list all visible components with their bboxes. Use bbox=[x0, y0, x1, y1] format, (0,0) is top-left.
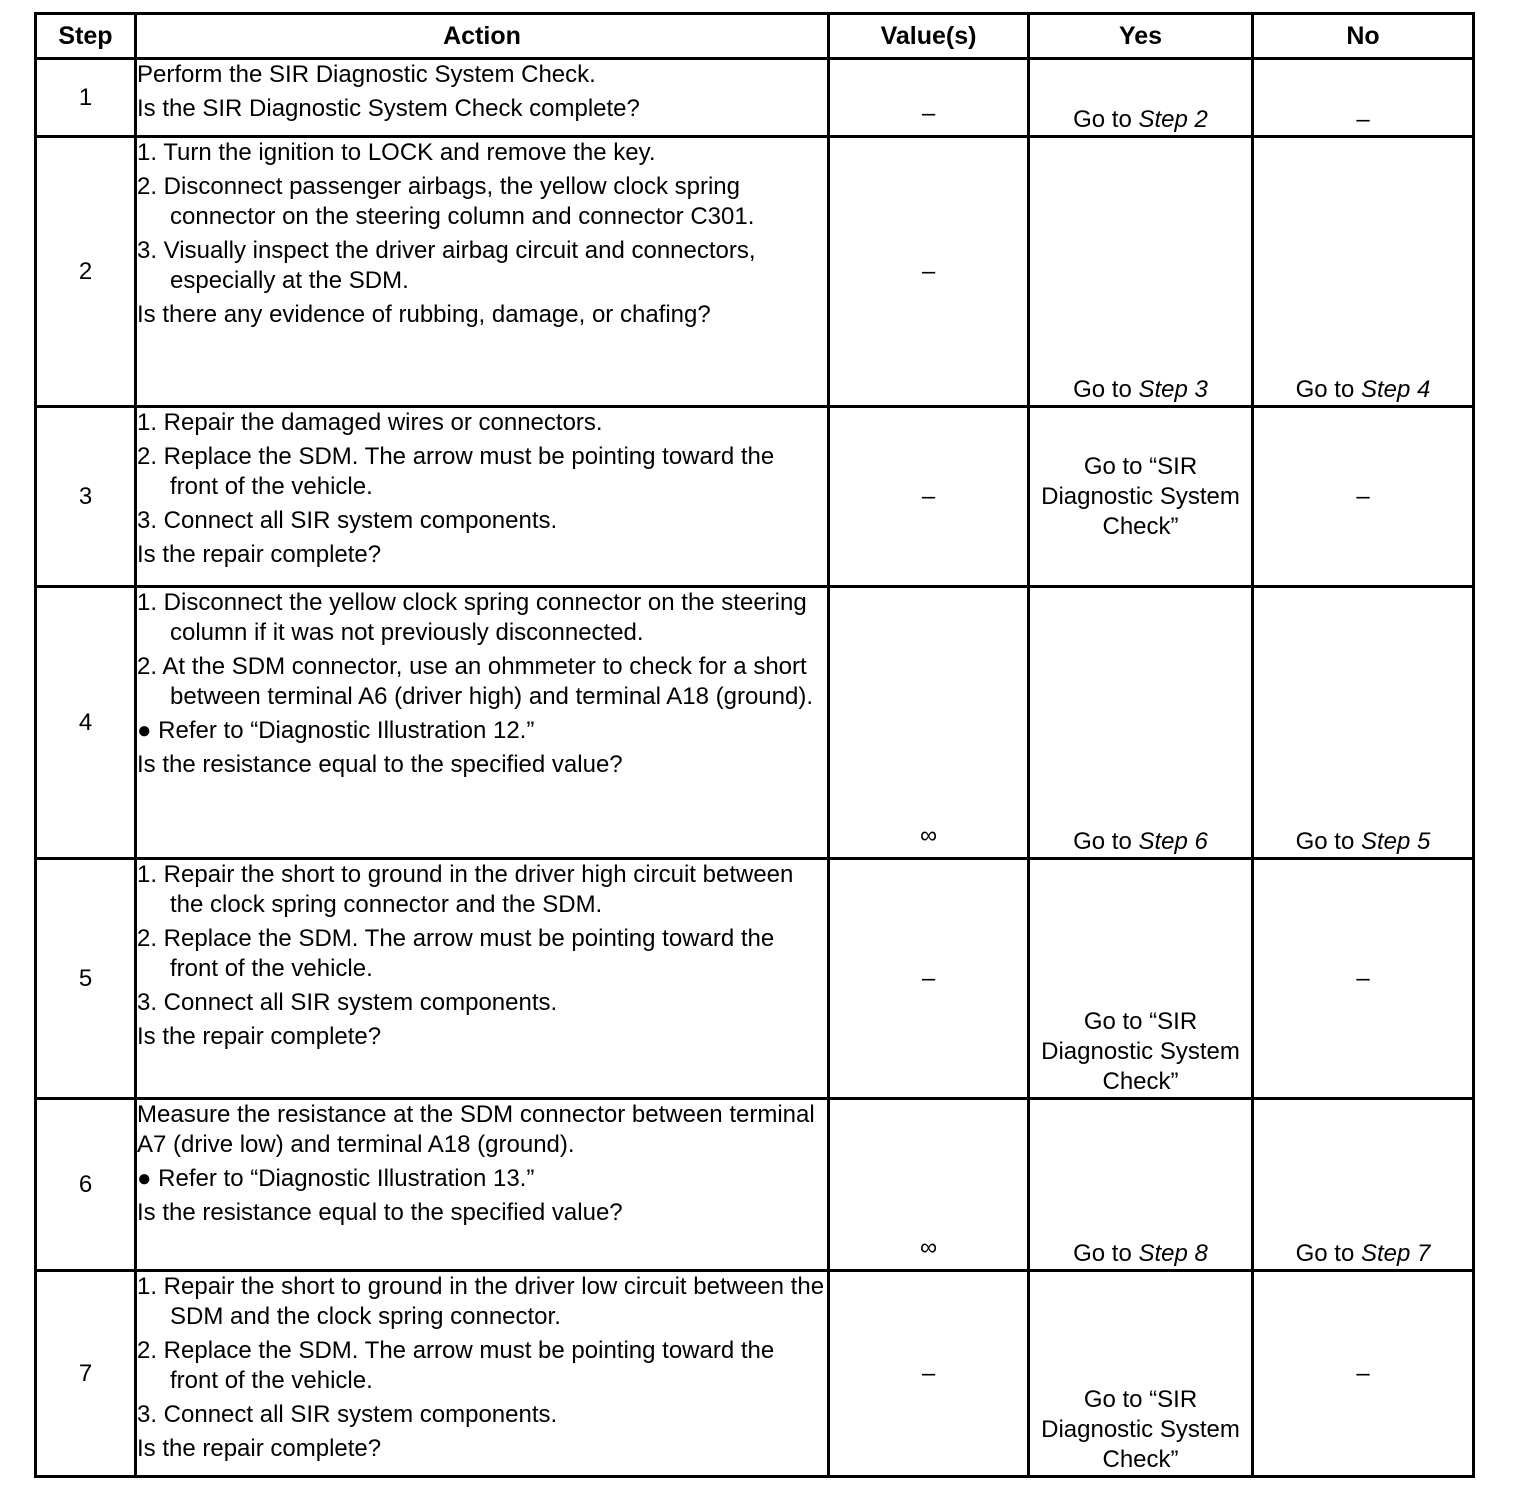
action-item: 2. Replace the SDM. The arrow must be pointing toward the front of the vehicle. bbox=[137, 443, 775, 500]
action-item: 2. At the SDM connector, use an ohmmeter to check for a short between terminal A6 (driver high) and terminal A18 (ground). bbox=[137, 653, 814, 710]
table-row bbox=[36, 407, 1474, 587]
yes-prefix: Go to bbox=[1073, 1240, 1139, 1267]
action-cell bbox=[136, 587, 829, 859]
yes-step-link: Step 6 bbox=[1138, 828, 1208, 855]
action-cell bbox=[136, 407, 829, 587]
action-cell bbox=[136, 59, 829, 137]
action-item: 3. Connect all SIR system components. bbox=[137, 1401, 558, 1428]
diagnostic-table bbox=[34, 12, 1475, 1478]
action-item: 2. Replace the SDM. The arrow must be pointing toward the front of the vehicle. bbox=[137, 925, 775, 982]
table-row bbox=[36, 859, 1474, 1099]
yes-cell: Go to “SIR Diagnostic System Check” bbox=[1029, 859, 1253, 1099]
yes-step-link: Step 3 bbox=[1138, 376, 1208, 403]
action-cell bbox=[136, 1099, 829, 1271]
no-step-link: Step 5 bbox=[1360, 828, 1431, 855]
step-number: 7 bbox=[36, 1271, 136, 1477]
value-cell: ∞ bbox=[829, 587, 1029, 859]
action-question: Is the SIR Diagnostic System Check complete? bbox=[137, 95, 640, 122]
action-cell bbox=[136, 1271, 829, 1477]
yes-cell: Go to “SIR Diagnostic System Check” bbox=[1029, 1271, 1253, 1477]
no-step-link: Step 4 bbox=[1360, 376, 1431, 403]
header-action: Action bbox=[136, 14, 829, 59]
no-cell: – bbox=[1253, 1271, 1474, 1477]
yes-prefix: Go to bbox=[1073, 106, 1139, 133]
table-row bbox=[36, 137, 1474, 407]
table-row bbox=[36, 59, 1474, 137]
table-row bbox=[36, 1271, 1474, 1477]
no-cell bbox=[1253, 587, 1474, 859]
action-text: Perform the SIR Diagnostic System Check. bbox=[137, 61, 596, 88]
action-question: Is the repair complete? bbox=[137, 1023, 382, 1050]
action-item: 3. Visually inspect the driver airbag circuit and connectors, especially at the SDM. bbox=[137, 237, 756, 294]
no-cell bbox=[1253, 1099, 1474, 1271]
yes-cell bbox=[1029, 587, 1253, 859]
action-item: 2. Replace the SDM. The arrow must be pointing toward the front of the vehicle. bbox=[137, 1337, 775, 1394]
yes-cell: Go to “SIR Diagnostic System Check” bbox=[1029, 407, 1253, 587]
value-cell: – bbox=[829, 1271, 1029, 1477]
no-cell: – bbox=[1253, 407, 1474, 587]
action-bullet: ● Refer to “Diagnostic Illustration 12.” bbox=[137, 717, 535, 744]
action-item: 1. Repair the damaged wires or connectors. bbox=[137, 409, 603, 436]
value-cell: – bbox=[829, 137, 1029, 407]
action-question: Is the resistance equal to the specified value? bbox=[137, 751, 623, 778]
action-cell bbox=[136, 137, 829, 407]
yes-cell bbox=[1029, 59, 1253, 137]
action-item: 1. Repair the short to ground in the driver low circuit between the SDM and the clock spring connector. bbox=[137, 1273, 825, 1330]
action-question: Is there any evidence of rubbing, damage, or chafing? bbox=[137, 301, 711, 328]
action-item: 3. Connect all SIR system components. bbox=[137, 989, 558, 1016]
header-step: Step bbox=[36, 14, 136, 59]
action-question: Is the repair complete? bbox=[137, 541, 382, 568]
no-cell: – bbox=[1253, 859, 1474, 1099]
yes-prefix: Go to bbox=[1073, 828, 1139, 855]
header-no: No bbox=[1253, 14, 1474, 59]
table-row bbox=[36, 1099, 1474, 1271]
no-cell bbox=[1253, 137, 1474, 407]
no-prefix: Go to bbox=[1295, 1240, 1361, 1267]
action-text: Measure the resistance at the SDM connector between terminal A7 (drive low) and terminal A18 (ground). bbox=[137, 1101, 815, 1158]
action-item: 2. Disconnect passenger airbags, the yellow clock spring connector on the steering column and connector C301. bbox=[137, 173, 755, 230]
no-prefix: Go to bbox=[1295, 828, 1361, 855]
step-number: 6 bbox=[36, 1099, 136, 1271]
yes-step-link: Step 8 bbox=[1138, 1240, 1208, 1267]
step-number: 2 bbox=[36, 137, 136, 407]
step-number: 5 bbox=[36, 859, 136, 1099]
header-row bbox=[36, 14, 1474, 59]
action-bullet: ● Refer to “Diagnostic Illustration 13.” bbox=[137, 1165, 535, 1192]
value-cell: ∞ bbox=[829, 1099, 1029, 1271]
yes-cell bbox=[1029, 137, 1253, 407]
value-cell: – bbox=[829, 59, 1029, 137]
no-prefix: Go to bbox=[1295, 376, 1361, 403]
header-values: Value(s) bbox=[829, 14, 1029, 59]
action-question: Is the repair complete? bbox=[137, 1435, 382, 1462]
value-cell: – bbox=[829, 407, 1029, 587]
yes-prefix: Go to bbox=[1073, 376, 1139, 403]
no-cell: – bbox=[1253, 59, 1474, 137]
action-item: 1. Turn the ignition to LOCK and remove the key. bbox=[137, 139, 656, 166]
step-number: 1 bbox=[36, 59, 136, 137]
action-question: Is the resistance equal to the specified value? bbox=[137, 1199, 623, 1226]
action-cell bbox=[136, 859, 829, 1099]
table-row bbox=[36, 587, 1474, 859]
step-number: 4 bbox=[36, 587, 136, 859]
action-item: 1. Repair the short to ground in the driver high circuit between the clock spring connector and the SDM. bbox=[137, 861, 794, 918]
no-step-link: Step 7 bbox=[1360, 1240, 1431, 1267]
value-cell: – bbox=[829, 859, 1029, 1099]
yes-cell bbox=[1029, 1099, 1253, 1271]
header-yes: Yes bbox=[1029, 14, 1253, 59]
step-number: 3 bbox=[36, 407, 136, 587]
yes-step-link: Step 2 bbox=[1138, 106, 1208, 133]
action-item: 3. Connect all SIR system components. bbox=[137, 507, 558, 534]
action-item: 1. Disconnect the yellow clock spring connector on the steering column if it was not previously disconnected. bbox=[137, 589, 807, 646]
